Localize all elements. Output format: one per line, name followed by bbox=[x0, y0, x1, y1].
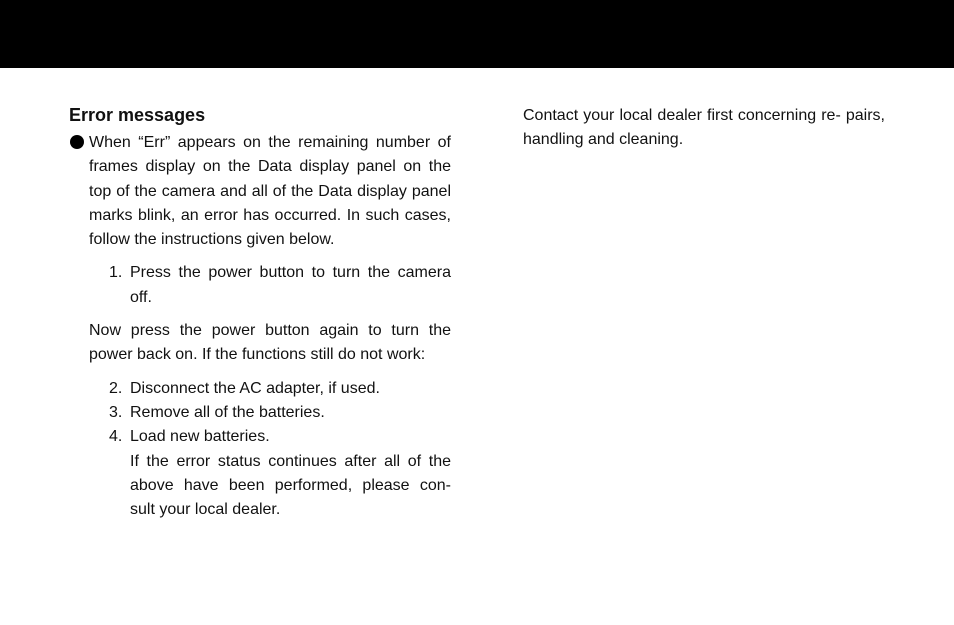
step-text: Load new batteries. bbox=[130, 428, 270, 446]
dealer-contact-paragraph: Contact your local dealer first concerning re- pairs, handling and cleaning. bbox=[523, 107, 885, 149]
step-text: Disconnect the AC adapter, if used. bbox=[130, 379, 380, 397]
intro-text: When “Err” appears on the remaining number of frames display on the Data display panel on the top of the camera and all of the Data display panel marks blink, an error has occurred. In such cases, follow the instructions given below. bbox=[89, 134, 451, 249]
header-bar bbox=[0, 0, 954, 68]
step-item bbox=[69, 425, 451, 449]
error-messages-section bbox=[69, 102, 451, 522]
step-number: 2. bbox=[109, 379, 123, 397]
step-text: Remove all of the batteries. bbox=[130, 403, 325, 421]
step-note bbox=[69, 450, 451, 523]
step-item bbox=[69, 261, 451, 310]
step-item bbox=[69, 401, 451, 425]
step-text: Press the power button to turn the camera off. bbox=[130, 264, 451, 306]
intro-paragraph bbox=[69, 131, 451, 252]
step-number: 1. bbox=[109, 264, 123, 282]
bullet-icon bbox=[70, 135, 84, 149]
section-heading: Error messages bbox=[69, 105, 206, 125]
step-number: 4. bbox=[109, 428, 123, 446]
middle-paragraph: Now press the power button again to turn the power back on. If the functions still do not work: bbox=[89, 322, 451, 364]
step-item bbox=[69, 377, 451, 401]
step-note-text: If the error status continues after all of the above have been performed, please con- sult your local dealer. bbox=[130, 452, 451, 519]
step-number: 3. bbox=[109, 403, 123, 421]
